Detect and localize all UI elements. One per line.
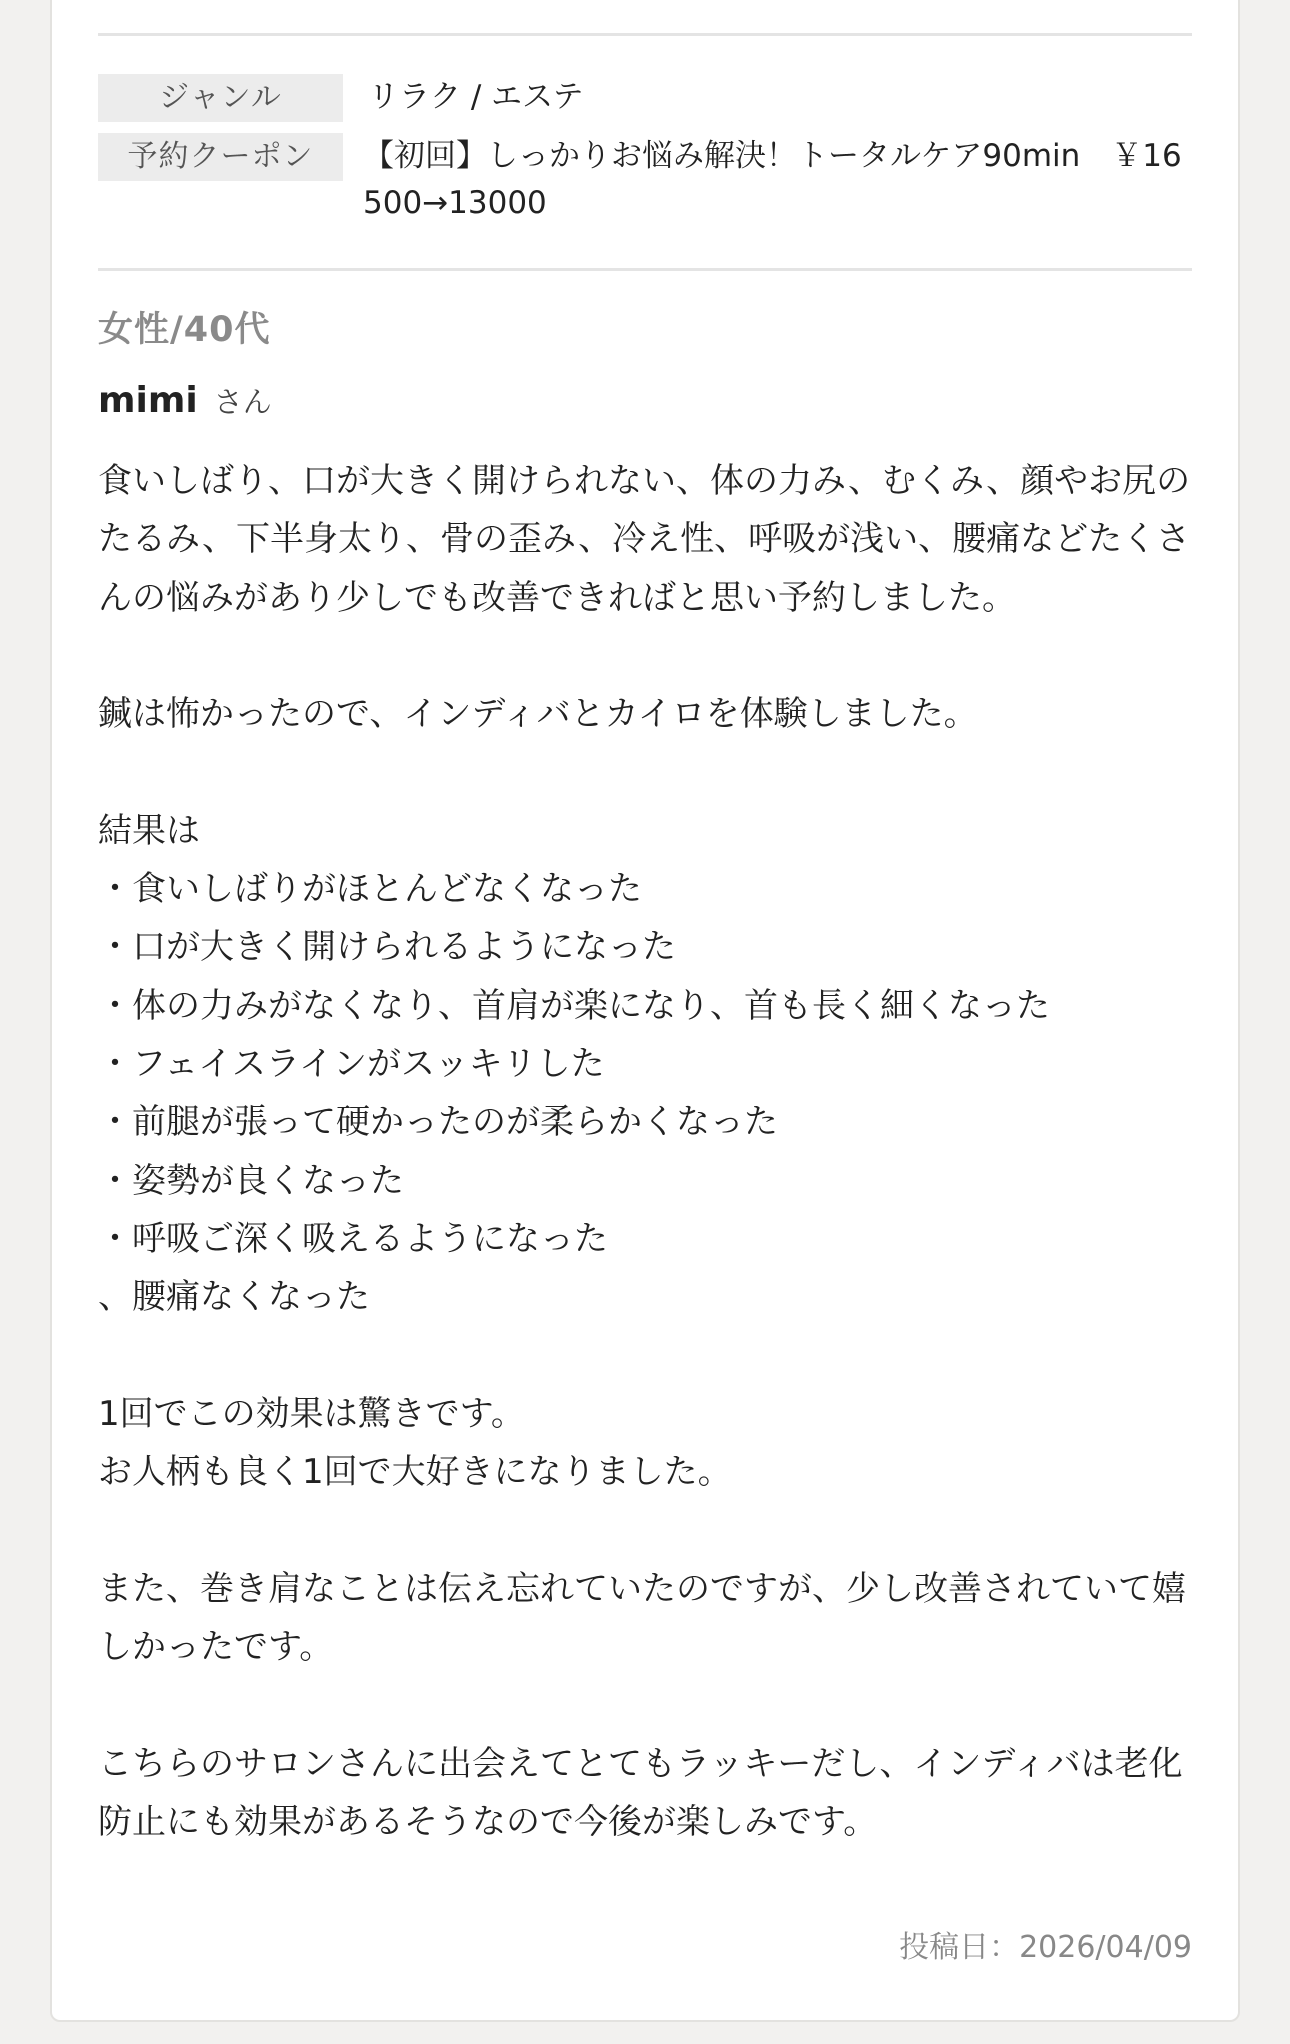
reviewer-name: mimi	[98, 380, 198, 421]
coupon-value[interactable]: 【初回】しっかりお悩み解決！トータルケア90min ￥16500→13000	[363, 138, 1182, 221]
reviewer-name-row	[98, 380, 272, 421]
genre-label: ジャンル	[98, 74, 343, 122]
coupon-row	[98, 133, 1192, 227]
reviewer-demographic: 女性/40代	[98, 310, 271, 350]
review-text: 食いしばり、口が大きく開けられない、体の力み、むくみ、顔やお尻のたるみ、下半身太り、骨の歪み、冷え性、呼吸が浅い、腰痛などたくさんの悩みがあり少しでも改善できればと思い予約しました。 鍼は怖かったので、インディバとカイロを体験しました。 結果は ・食いしばりがほとんどなくなった ・口が大きく開けられるようになった ・体の力みがなくなり、首肩が楽になり、首も長く細くなった ・フェイスラインがスッキリした ・前腿が張って硬かったのが柔らかくなった ・姿勢が良くなった ・呼吸ご深く吸えるようになった 、腰痛なくなった 1回でこの効果は驚きです。 お人柄も良く1回で大好きになりました。 また、巻き肩なことは伝え忘れていたのですが、少し改善されていて嬉しかったです。 こちらのサロンさんに出会えてとてもラッキーだし、インディバは老化防止にも効果があるそうなので今後が楽しみです。	[98, 461, 1191, 1842]
genre-value: リラク / エステ	[368, 79, 584, 115]
genre-row	[98, 74, 1192, 122]
reviewer-honorific: さん	[213, 385, 272, 419]
divider	[98, 33, 1192, 36]
coupon-label: 予約クーポン	[98, 133, 343, 181]
review-card	[50, 0, 1240, 2022]
post-date: 投稿日：2026/04/09	[899, 1930, 1192, 1965]
divider	[98, 268, 1192, 271]
